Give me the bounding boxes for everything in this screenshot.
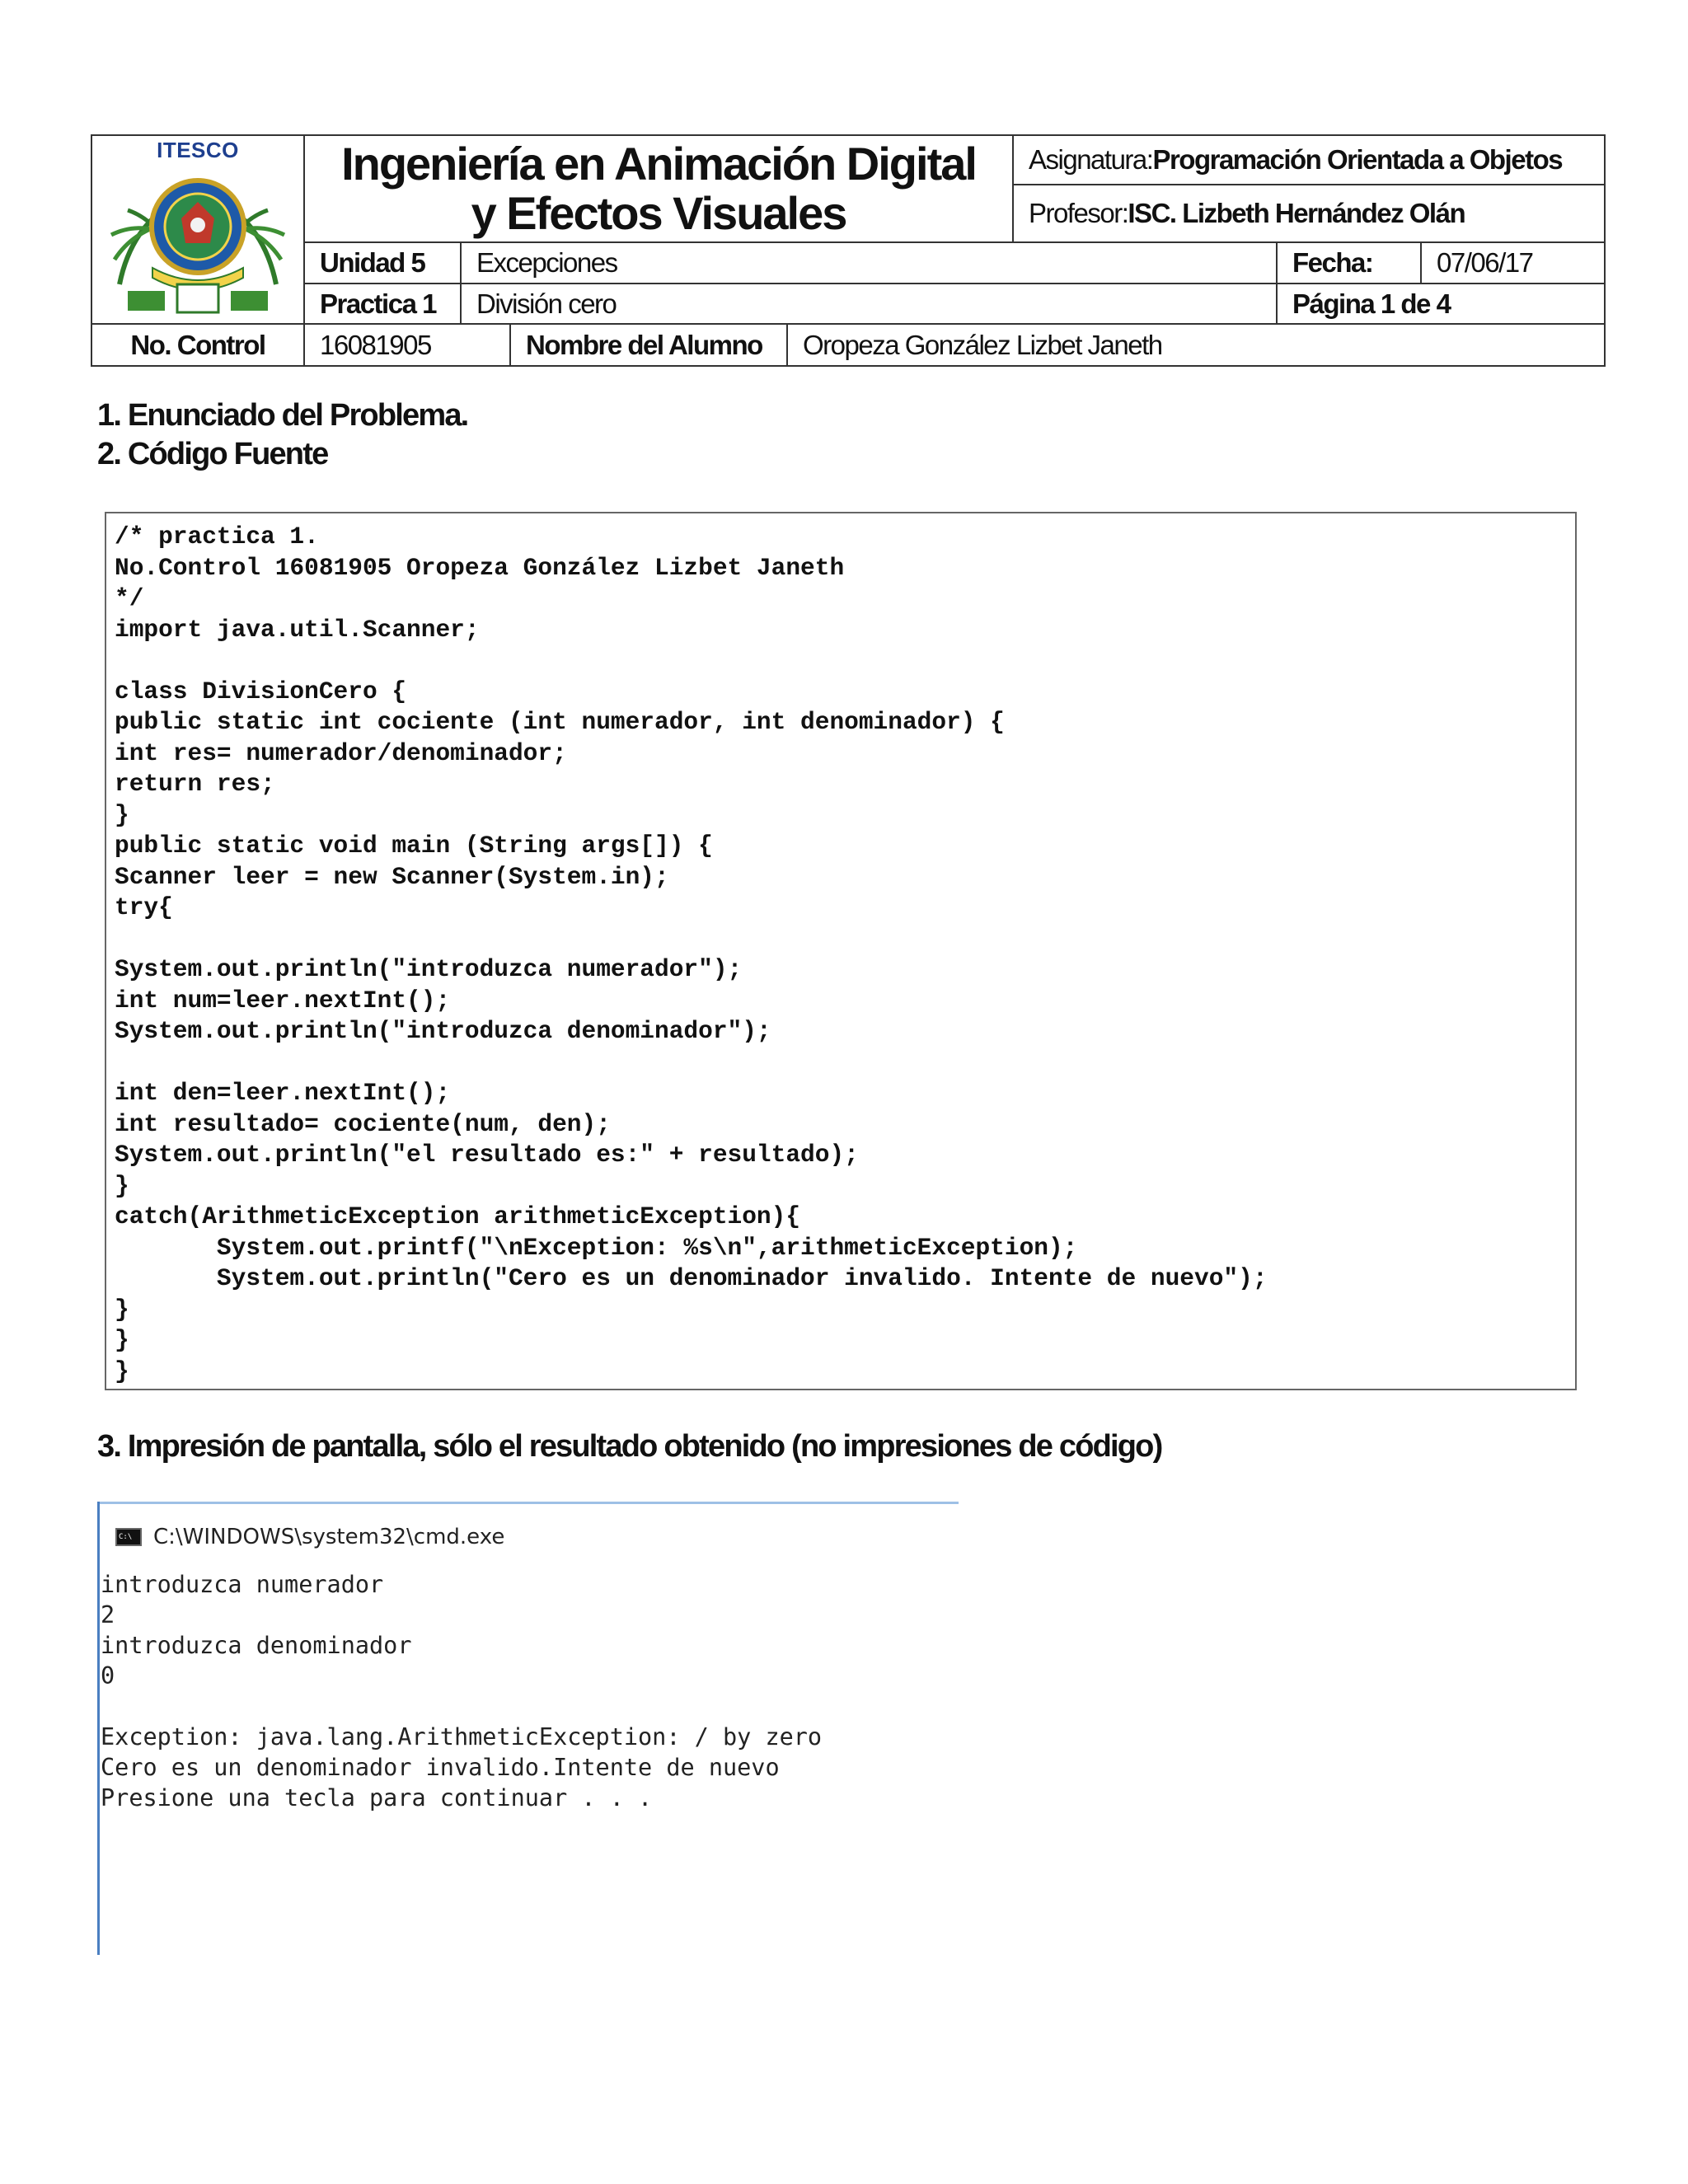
program-title-line-1: Ingeniería en Animación Digital: [341, 138, 976, 190]
source-code: /* practica 1. No.Control 16081905 Oropeza González Lizbet Janeth */ import java.util.Scanner; class DivisionCero { public static int cociente (int numerador, int denominador) { int res= numerador/denominador; return res; } public static void main (String args[]) { Scanner leer = new Scanner(System.in); try{ System.out.println("introduzca numerador"); int num=leer.nextInt(); System.out.println("introduzca denominador"); int den=leer.nextInt(); int resultado= cociente(num, den); System.out.println("el resultado es:" + resultado); } catch(ArithmeticException arithmeticException){ System.out.printf("\nException: %s\n",arithmeticException); System.out.println("Cero es un denominador invalido. Intente de nuevo"); } } }: [115, 523, 1268, 1385]
institution-name: ITESCO: [157, 138, 239, 162]
source-code-box: [105, 512, 1577, 1390]
professor-value: ISC. Lizbeth Hernández Olán: [1128, 198, 1465, 228]
header-table: [91, 134, 1606, 367]
console-title-text: C:\WINDOWS\system32\cmd.exe: [153, 1525, 505, 1549]
itesco-logo-icon: [103, 161, 293, 316]
console-screenshot: [97, 1502, 959, 1955]
subject-label: Asignatura:: [1029, 144, 1153, 175]
date-label: Fecha:: [1278, 243, 1422, 284]
subject-value: Programación Orientada a Objetos: [1152, 144, 1563, 175]
unit-label: Unidad 5: [305, 243, 462, 284]
professor-label: Profesor:: [1029, 198, 1128, 228]
program-title: [305, 136, 1014, 243]
console-title-border: [97, 1502, 959, 1504]
cmd-window-icon: C:\: [115, 1528, 142, 1546]
student-value: Oropeza González Lizbet Janeth: [803, 329, 1162, 360]
page-label: Página 1 de 4: [1278, 284, 1604, 325]
practice-value: División cero: [462, 284, 1278, 325]
console-output: introduzca numerador 2 introduzca denominador 0 Exception: java.lang.ArithmeticException: / by zero Cero es un denominador invalido.Intente de nuevo Presione una tecla para continuar . . .: [101, 1571, 823, 1811]
console-left-border: [97, 1502, 100, 1955]
program-title-line-2: y Efectos Visuales: [471, 187, 846, 239]
section-heading-1: 1. Enunciado del Problema.: [97, 398, 468, 433]
student-label: Nombre del Alumno: [511, 325, 788, 365]
control-value: 16081905: [305, 325, 511, 365]
date-value: 07/06/17: [1422, 243, 1604, 284]
professor-cell: [1014, 185, 1604, 243]
practice-label: Practica 1: [305, 284, 462, 325]
logo-cell: [92, 136, 305, 325]
subject-cell: [1014, 136, 1604, 185]
unit-value: Excepciones: [462, 243, 1278, 284]
section-heading-3: 3. Impresión de pantalla, sólo el resultado obtenido (no impresiones de código): [97, 1429, 1162, 1464]
console-titlebar: [115, 1525, 504, 1549]
control-label: No. Control: [92, 325, 305, 365]
section-heading-2: 2. Código Fuente: [97, 437, 328, 471]
